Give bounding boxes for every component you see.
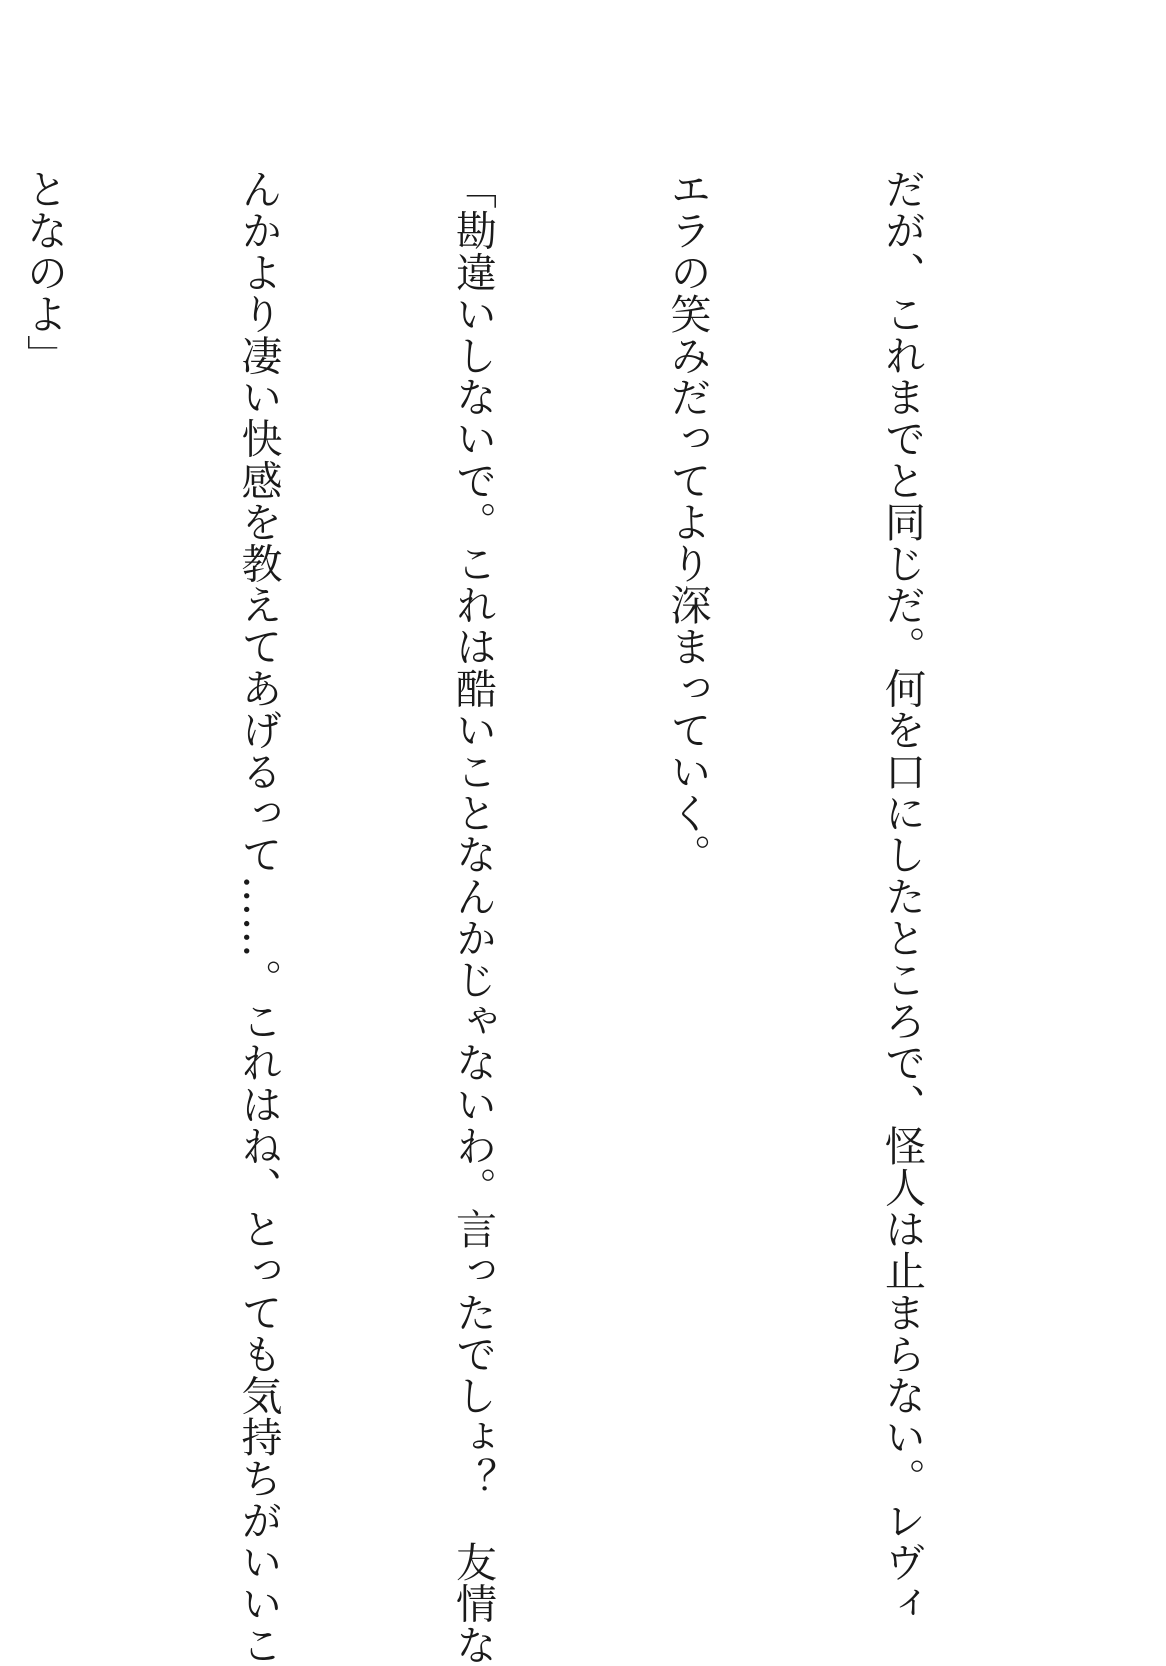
text-line-2: エラの笑みだってより深まっていく。 bbox=[663, 168, 712, 876]
text-line-5: となのよ」 bbox=[20, 168, 68, 376]
text-line-3: 「勘違いしないで。これは酷いことなんかじゃないわ。言ったでしょ？ 友情な bbox=[449, 168, 497, 1666]
vertical-text-body bbox=[0, 168, 1080, 1666]
text-line-4: んかより凄い快感を教えてあげるって……。これはね、とっても気持ちがいいこ bbox=[234, 168, 283, 1666]
text-line-1: だが、これまでと同じだ。何を口にしたところで、怪人は止まらない。レヴィ bbox=[878, 168, 926, 1624]
